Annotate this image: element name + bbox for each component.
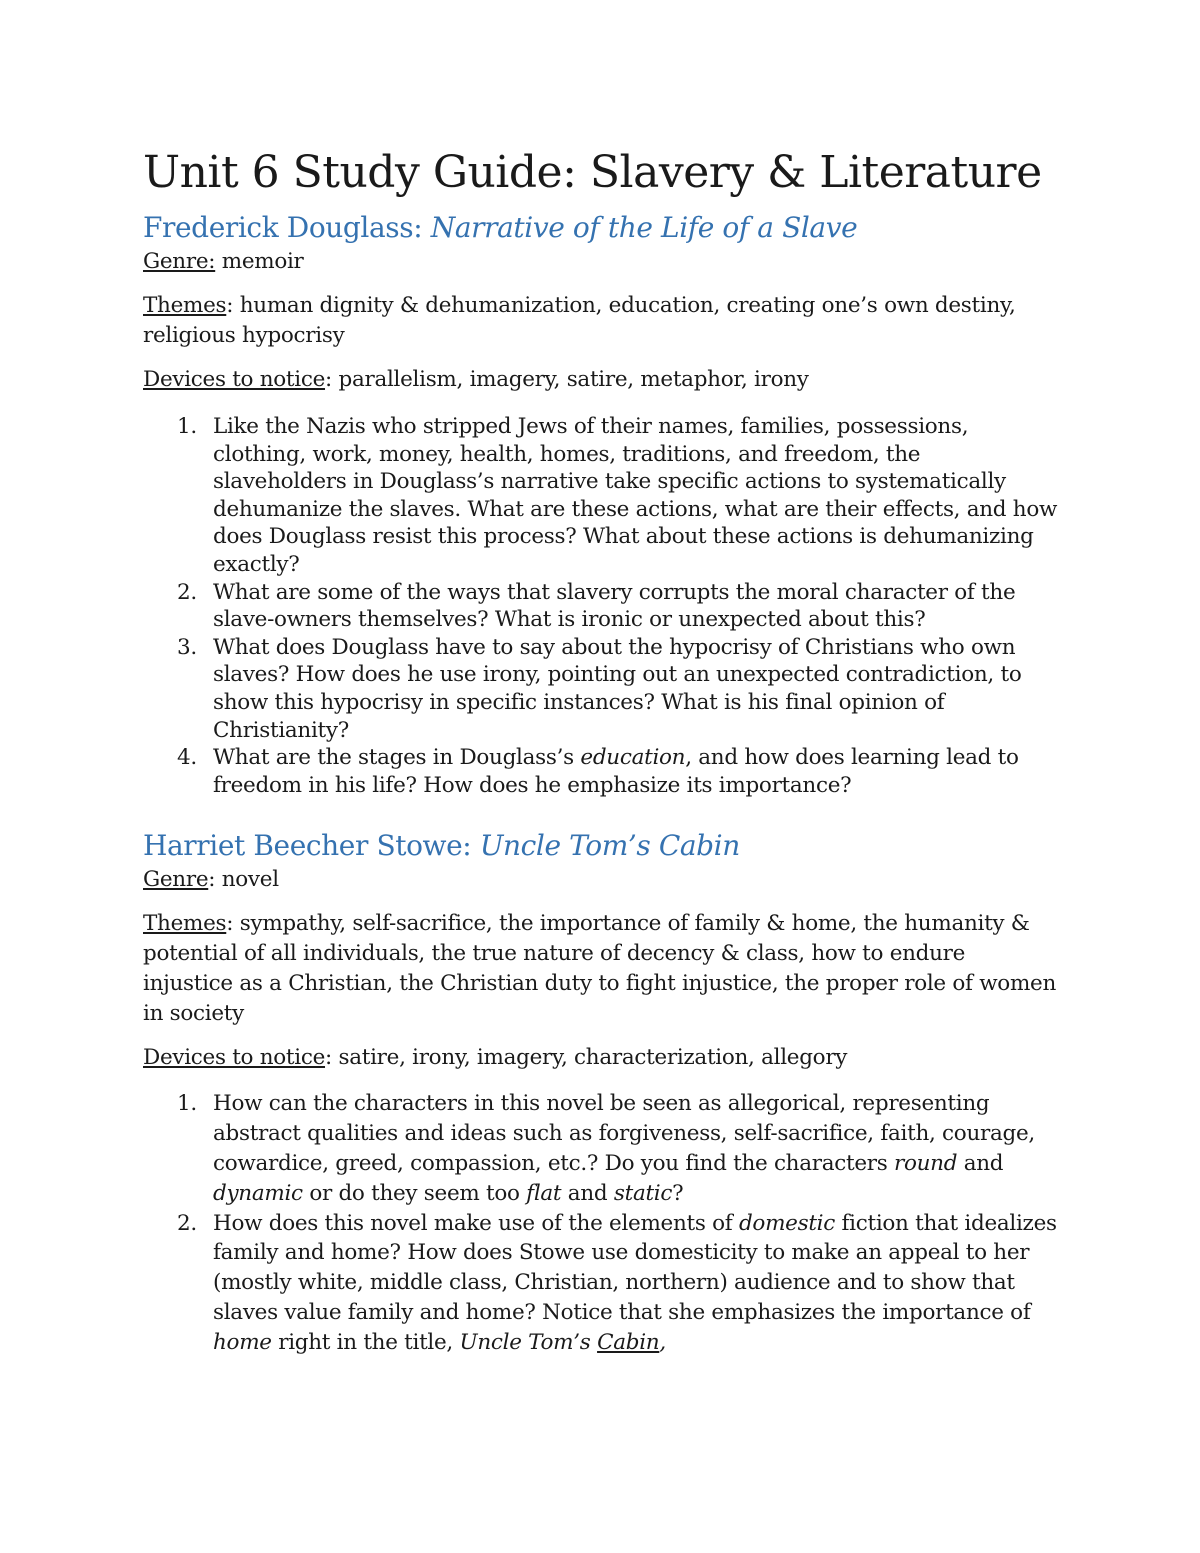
themes-label: Themes bbox=[143, 293, 227, 318]
question-text: right in the title, bbox=[271, 1329, 460, 1355]
author-name: Frederick Douglass: bbox=[143, 211, 431, 244]
list-item bbox=[177, 744, 1060, 799]
question-emphasis: home bbox=[213, 1329, 272, 1355]
genre-label: Genre bbox=[143, 867, 209, 893]
list-number: 3. bbox=[177, 634, 197, 660]
list-number: 4. bbox=[177, 745, 197, 771]
list-item bbox=[177, 1209, 1060, 1358]
themes-line bbox=[143, 291, 1060, 351]
section-heading bbox=[143, 209, 1060, 247]
devices-value: : satire, irony, imagery, characterization, allegory bbox=[325, 1045, 848, 1071]
question-text: What does Douglass have to say about the hypocrisy of Christians who own slaves? How does he use irony, pointing out an unexpected contradiction, to show this hypocrisy in specific instances? What is his final opinion of Christianity? bbox=[213, 634, 1022, 743]
question-list bbox=[143, 1089, 1060, 1357]
question-text: Like the Nazis who stripped Jews of their names, families, possessions, clothing, work, money, health, homes, traditions, and freedom, the slaveholders in Douglass’s narrative take specific actions to systematically dehumanize the slaves. What are these actions, what are their effects, and how does Douglass resist this process? What about these actions is dehumanizing exactly? bbox=[213, 414, 1058, 577]
question-emphasis: Cabin bbox=[597, 1329, 660, 1355]
question-emphasis: round bbox=[894, 1150, 958, 1176]
work-title: Uncle Tom’s Cabin bbox=[479, 829, 740, 863]
question-text: , and how does learning lead to freedom in his life? How does he emphasize its importance? bbox=[213, 745, 1019, 798]
themes-label: Themes bbox=[143, 911, 227, 937]
themes-line bbox=[143, 909, 1060, 1029]
question-text: fiction that idealizes family and home? How does Stowe use domesticity to make an appeal to her (mostly white, middle class, Christian, northern) audience and to show that slaves value family and home? Notice that she emphasizes the importance of bbox=[213, 1210, 1057, 1325]
list-number: 1. bbox=[177, 414, 197, 439]
genre-line bbox=[143, 247, 1060, 277]
genre-line bbox=[143, 865, 1060, 895]
devices-label: Devices to notice bbox=[143, 1045, 326, 1071]
work-title: Narrative of the Life of a Slave bbox=[430, 211, 858, 244]
question-text: and bbox=[561, 1180, 614, 1206]
devices-line bbox=[143, 365, 1060, 395]
themes-value: : sympathy, self-sacrifice, the importance of family & home, the humanity & potential of all individuals, the true nature of decency & class, how to endure injustice as a Christian, the Christian duty to fight injustice, the proper role of women in society bbox=[143, 911, 1057, 1027]
question-text: What are the stages in Douglass’s bbox=[213, 745, 581, 771]
list-number: 1. bbox=[177, 1091, 197, 1117]
genre-value: : novel bbox=[208, 867, 279, 893]
question-text: How can the characters in this novel be seen as allegorical, representing abstract qualities and ideas such as forgiveness, self-sacrifice, faith, courage, cowardice, greed, compassion, etc.? Do you find the characters bbox=[213, 1091, 1035, 1176]
list-number: 2. bbox=[177, 579, 197, 605]
question-emphasis: , bbox=[659, 1329, 666, 1355]
question-emphasis: flat bbox=[526, 1180, 562, 1206]
section-heading bbox=[143, 827, 1060, 865]
question-emphasis: domestic bbox=[738, 1210, 835, 1236]
author-name: Harriet Beecher Stowe: bbox=[143, 829, 480, 863]
devices-line bbox=[143, 1043, 1060, 1073]
question-text: How does this novel make use of the elements of bbox=[213, 1210, 739, 1236]
question-emphasis: education bbox=[580, 745, 686, 771]
list-item bbox=[177, 413, 1060, 579]
list-item bbox=[177, 579, 1060, 634]
devices-value: : parallelism, imagery, satire, metaphor, irony bbox=[325, 367, 809, 392]
question-text: ? bbox=[672, 1180, 684, 1206]
question-text: What are some of the ways that slavery corrupts the moral character of the slave-owners themselves? What is ironic or unexpected about this? bbox=[213, 579, 1016, 633]
section-douglass bbox=[143, 209, 1060, 799]
devices-label: Devices to notice bbox=[143, 367, 326, 392]
question-emphasis: static bbox=[613, 1180, 673, 1206]
genre-value: memoir bbox=[215, 249, 304, 274]
genre-label: Genre: bbox=[143, 249, 216, 274]
list-item bbox=[177, 634, 1060, 744]
question-list bbox=[143, 413, 1060, 799]
page-title: Unit 6 Study Guide: Slavery & Literature bbox=[143, 147, 1042, 198]
question-text: and bbox=[957, 1150, 1004, 1176]
list-item bbox=[177, 1089, 1060, 1208]
section-stowe bbox=[143, 827, 1060, 1357]
themes-value: : human dignity & dehumanization, education, creating one’s own destiny, religious hypocrisy bbox=[143, 293, 1016, 348]
question-emphasis: dynamic bbox=[213, 1180, 303, 1206]
question-emphasis: Uncle Tom’s bbox=[459, 1329, 598, 1355]
list-number: 2. bbox=[177, 1210, 197, 1236]
question-text: or do they seem too bbox=[302, 1180, 527, 1206]
